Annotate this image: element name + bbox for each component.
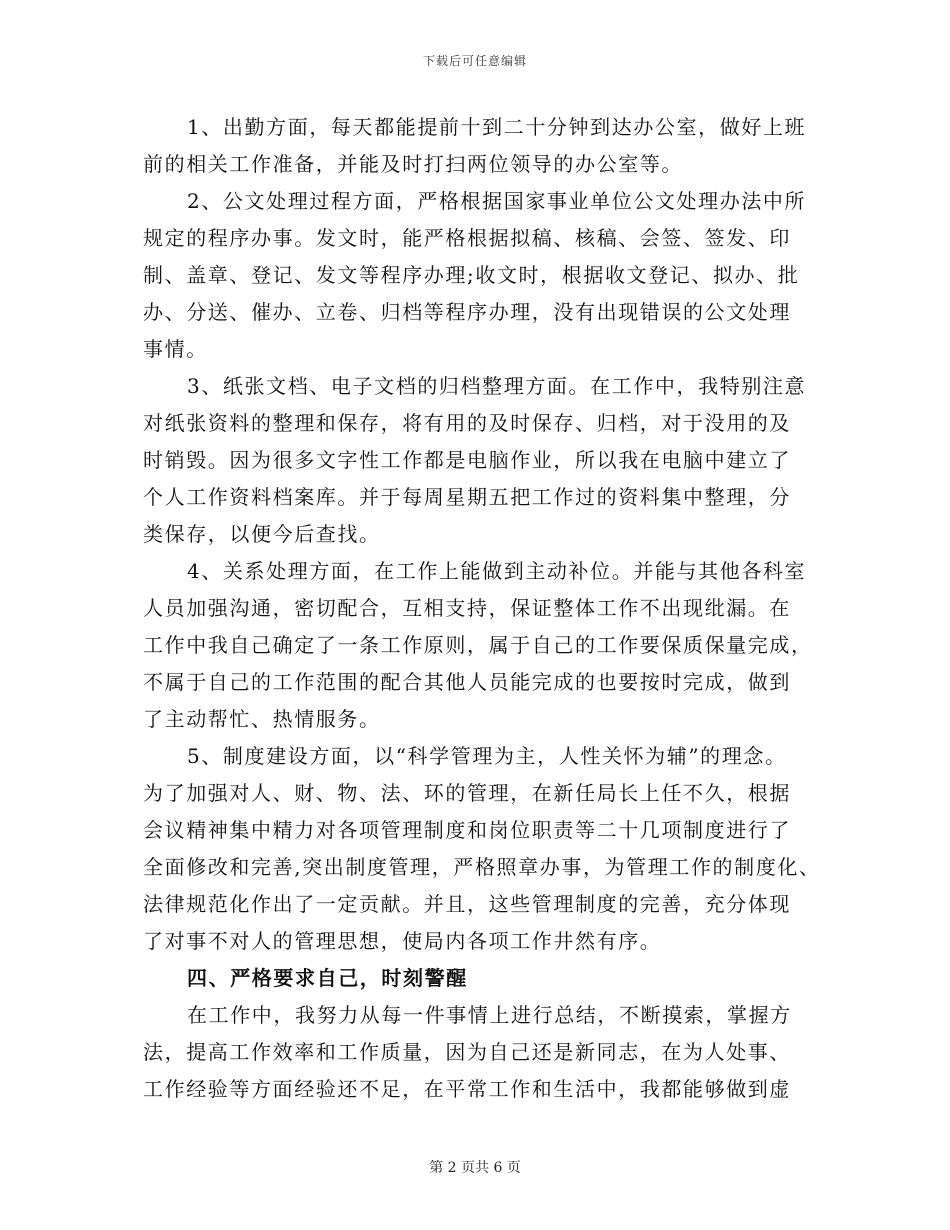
body-text-line: 4、关系处理方面，在工作上能做到主动补位。并能与其他各科室 xyxy=(187,559,807,583)
body-text-line: 3、纸张文档、电子文档的归档整理方面。在工作中，我特别注意 xyxy=(187,374,807,398)
body-text-line: 类保存，以便今后查找。 xyxy=(143,522,381,546)
body-text-line: 制、盖章、登记、发文等程序办理;收文时，根据收文登记、拟办、批 xyxy=(143,263,800,287)
page-header: 下载后可任意编辑 xyxy=(422,54,527,68)
body-text-line: 为了加强对人、财、物、法、环的管理，在新任局长上任不久，根据 xyxy=(143,781,791,805)
body-text-line: 1、出勤方面，每天都能提前十到二十分钟到达办公室，做好上班 xyxy=(187,115,807,139)
body-text-line: 人员加强沟通，密切配合，互相支持，保证整体工作不出现纰漏。在 xyxy=(143,596,791,620)
body-text-line: 法律规范化作出了一定贡献。并且，这些管理制度的完善，充分体现 xyxy=(143,892,791,916)
body-text-line: 工作中我自己确定了一条工作原则，属于自己的工作要保质保量完成， xyxy=(143,633,813,657)
body-text-line: 办、分送、催办、立卷、归档等程序办理，没有出现错误的公文处理 xyxy=(143,300,791,324)
body-text-line: 规定的程序办事。发文时，能严格根据拟稿、核稿、会签、签发、印 xyxy=(143,226,791,250)
body-text-line: 不属于自己的工作范围的配合其他人员能完成的也要按时完成，做到 xyxy=(143,670,791,694)
page-footer: 第 2 页共 6 页 xyxy=(429,1160,521,1176)
body-text-line: 全面修改和完善,突出制度管理，严格照章办事，为管理工作的制度化、 xyxy=(143,855,821,879)
body-text-line: 了对事不对人的管理思想，使局内各项工作井然有序。 xyxy=(143,929,662,953)
body-text-line: 对纸张资料的整理和保存，将有用的及时保存、归档，对于没用的及 xyxy=(143,411,791,435)
body-text-line: 工作经验等方面经验还不足，在平常工作和生活中，我都能够做到虚 xyxy=(143,1077,791,1101)
body-text-line: 事情。 xyxy=(143,337,208,361)
document-body xyxy=(143,109,821,1108)
body-text-line: 2、公文处理过程方面，严格根据国家事业单位公文处理办法中所 xyxy=(187,189,807,213)
body-text-line: 会议精神集中精力对各项管理制度和岗位职责等二十几项制度进行了 xyxy=(143,818,791,842)
body-text-line: 前的相关工作准备，并能及时打扫两位领导的办公室等。 xyxy=(143,152,683,176)
body-text-line: 个人工作资料档案库。并于每周星期五把工作过的资料集中整理，分 xyxy=(143,485,791,509)
body-text-line: 法，提高工作效率和工作质量，因为自己还是新同志，在为人处事、 xyxy=(143,1040,791,1064)
body-text-line: 时销毁。因为很多文字性工作都是电脑作业，所以我在电脑中建立了 xyxy=(143,448,791,472)
body-text-line: 在工作中，我努力从每一件事情上进行总结，不断摸索，掌握方 xyxy=(187,1003,792,1027)
body-text-line: 了主动帮忙、热情服务。 xyxy=(143,707,381,731)
section-heading: 四、严格要求自己，时刻警醒 xyxy=(187,966,468,990)
body-text-line: 5、制度建设方面，以“科学管理为主，人性关怀为辅”的理念。 xyxy=(187,744,787,768)
